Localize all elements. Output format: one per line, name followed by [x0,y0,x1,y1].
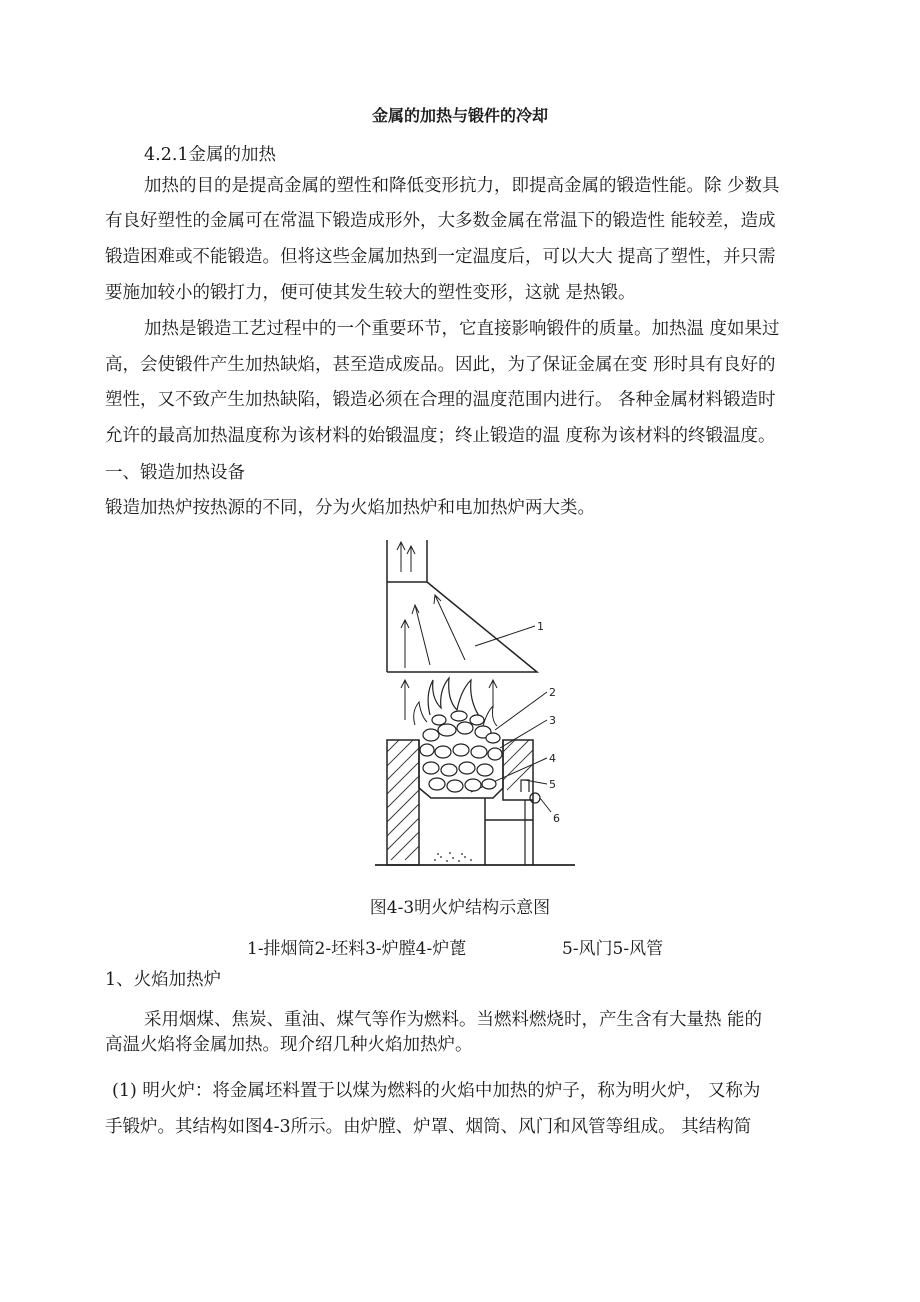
figure-legend-left: 1-排烟筒2-坯料3-炉膛4-炉蓖 [247,939,467,959]
diagram-label-2: 2 [549,686,556,699]
diagram-label-6: 6 [553,812,560,825]
paragraph-line: 加热的目的是提高金属的塑性和降低变形抗力，即提高金属的锻造性能。除 少数具 [144,176,780,196]
paragraph-line: 塑性，又不致产生加热缺陷，锻造必须在合理的温度范围内进行。 各种金属材料锻造时 [105,390,776,410]
paragraph-line: 高温火焰将金属加热。现介绍几种火焰加热炉。 [105,1035,473,1055]
diagram-label-1: 1 [537,620,544,633]
subheading: 1、火焰加热炉 [105,970,222,990]
paragraph-line: (1) 明火炉：将金属坯料置于以煤为燃料的火焰中加热的炉子，称为明火炉， 又称为 [112,1081,761,1101]
document-title: 金属的加热与锻件的冷却 [371,106,548,125]
section-heading: 4.2.1金属的加热 [144,145,277,165]
paragraph-line: 锻造困难或不能锻造。但将这些金属加热到一定温度后，可以大大 提高了塑性，并只需 [105,247,776,267]
paragraph-line: 手锻炉。其结构如图4-3所示。由炉膛、炉罩、烟筒、风门和风管等组成。 其结构简 [105,1117,752,1137]
diagram-label-3: 3 [549,714,556,727]
diagram-label-4: 4 [549,752,556,765]
furnace-diagram [375,530,575,875]
figure-caption: 图4-3明火炉结构示意图 [369,898,551,918]
paragraph-line: 高，会使锻件产生加热缺焰，甚至造成废品。因此，为了保证金属在变 形时具有良好的 [105,355,776,375]
intro-line: 锻造加热炉按热源的不同，分为火焰加热炉和电加热炉两大类。 [105,498,595,518]
paragraph-line: 采用烟煤、焦炭、重油、煤气等作为燃料。当燃料燃烧时，产生含有大量热 能的 [144,1010,763,1030]
paragraph-line: 加热是锻造工艺过程中的一个重要环节，它直接影响锻件的质量。加热温 度如果过 [144,319,780,339]
paragraph-line: 允许的最高加热温度称为该材料的始锻温度；终止锻造的温 度称为该材料的终锻温度。 [105,426,776,446]
paragraph-line: 有良好塑性的金属可在常温下锻造成形外，大多数金属在常温下的锻造性 能较差，造成 [105,211,776,231]
diagram-label-5: 5 [549,778,556,791]
paragraph-line: 要施加较小的锻打力，便可使其发生较大的塑性变形，这就 是热锻。 [105,283,636,303]
subheading: 一、锻造加热设备 [105,463,245,483]
figure-legend-right: 5-风门5-风管 [562,939,664,959]
